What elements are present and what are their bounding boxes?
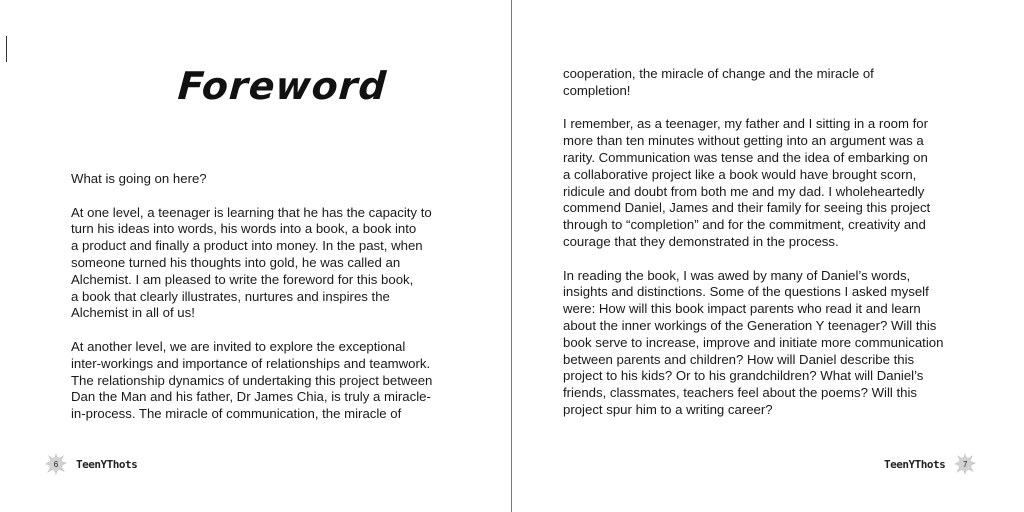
right-body-text [563,66,953,436]
left-footer [44,452,137,476]
page-number: 7 [963,459,968,469]
paragraph: cooperation, the miracle of change and the miracle of completion! [563,66,874,98]
page-number: 6 [53,459,59,469]
paragraph: In reading the book, I was awed by many of Daniel’s words, insights and distinctions. Some of the questions I asked myself were: How will this book impact parents who read it and learn about the inner workings of the Generation Y teenager? Will this book serve to increase, improve and initiate more communication between parents and children? How will Daniel describe this project to his kids? Or to his grandchildren? What will Daniel’s friends, classmates, teachers feel about the poems? Will this project spur him to a writing career? [563,267,944,417]
paragraph: At one level, a teenager is learning that he has the capacity to turn his ideas into words, his words into a book, a book into a product and finally a product into money. In the past, when someone turned his thoughts into gold, he was called an Alchemist. I am pleased to write the foreword for this book, a book that clearly illustrates, nurtures and inspires the Alchemist in all of us! [71,204,432,321]
book-logo: TeenYThots [884,457,946,471]
right-footer [884,452,977,476]
gutter-divider [511,0,512,512]
page-number-badge [44,452,68,476]
page-number-badge [953,452,977,476]
book-logo: TeenYThots [76,457,138,471]
page-edge-mark [6,36,7,62]
paragraph: I remember, as a teenager, my father and I sitting in a room for more than ten minutes without getting into an argument was a rarity. Communication was tense and the idea of embarking on a collaborative project like a book would have brought scorn, ridicule and doubt from both me and my dad. I wholeheartedly commend Daniel, James and their family for seeing this project through to “completion” and for the commitment, creativity and courage that they demonstrated in the process. [563,116,931,249]
paragraph: At another level, we are invited to explore the exceptional inter-workings and importance of relationships and teamwork. The relationship dynamics of undertaking this project between Dan the Man and his father, Dr James Chia, is truly a miracle- in-process. The miracle of communication, the miracle of [71,338,433,422]
left-body-text [71,171,451,440]
paragraph: What is going on here? [71,171,207,186]
page-title: Foreword [176,64,389,108]
